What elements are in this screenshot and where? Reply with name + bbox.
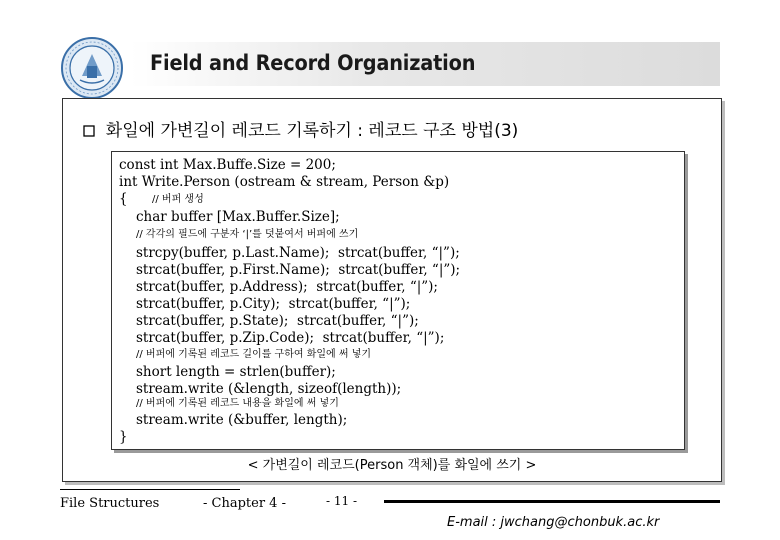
footer-email: E-mail : jwchang@chonbuk.ac.kr xyxy=(447,515,660,530)
content-panel xyxy=(62,98,722,482)
footer-divider-left xyxy=(60,489,240,490)
code-comment: // 버퍼 생성 xyxy=(152,194,204,205)
code-line: stream.write (&length, sizeof(length)); xyxy=(136,381,402,397)
code-block xyxy=(111,151,685,450)
code-comment: // 버퍼에 기록된 레코드 내용을 화일에 써 넣기 xyxy=(136,398,339,409)
code-comment: // 버퍼에 기록된 레코드 길이를 구하여 화일에 써 넣기 xyxy=(136,349,372,360)
checkbox-bullet-icon xyxy=(83,122,100,140)
code-line: strcat(buffer, p.Address); strcat(buffer, “|”); xyxy=(136,279,438,295)
code-line: char buffer [Max.Buffer.Size]; xyxy=(136,209,340,225)
code-line: strcat(buffer, p.First.Name); strcat(buffer, “|”); xyxy=(136,262,461,278)
title-bar xyxy=(130,42,720,86)
code-line: strcat(buffer, p.State); strcat(buffer, “|”); xyxy=(136,313,419,329)
page-number: - 11 - xyxy=(326,494,358,508)
code-line: strcat(buffer, p.Zip.Code); strcat(buffer, “|”); xyxy=(136,330,445,346)
code-line: const int Max.Buffe.Size = 200; xyxy=(119,157,336,173)
code-line: strcpy(buffer, p.Last.Name); strcat(buffer, “|”); xyxy=(136,245,460,261)
code-line: int Write.Person (ostream & stream, Person &p) xyxy=(119,174,450,190)
code-line: { xyxy=(119,191,128,207)
section-heading xyxy=(83,116,518,141)
code-comment: // 각각의 필드에 구분자 ‘|’를 덧붙여서 버퍼에 쓰기 xyxy=(136,229,359,240)
footer-divider-right xyxy=(384,500,720,503)
footer-chapter: - Chapter 4 - xyxy=(203,496,286,511)
code-line: } xyxy=(119,429,128,445)
slide-title: Field and Record Organization xyxy=(150,51,476,75)
code-line: short length = strlen(buffer); xyxy=(136,364,336,380)
code-line: stream.write (&buffer, length); xyxy=(136,412,348,428)
university-seal-logo xyxy=(60,36,124,100)
section-heading-text: 화일에 가변길이 레코드 기록하기 : 레코드 구조 방법(3) xyxy=(105,121,519,141)
code-line: strcat(buffer, p.City); strcat(buffer, “|”); xyxy=(136,296,411,312)
figure-caption: < 가변길이 레코드(Person 객체)를 화일에 쓰기 > xyxy=(247,458,537,473)
footer-course: File Structures xyxy=(60,496,160,511)
